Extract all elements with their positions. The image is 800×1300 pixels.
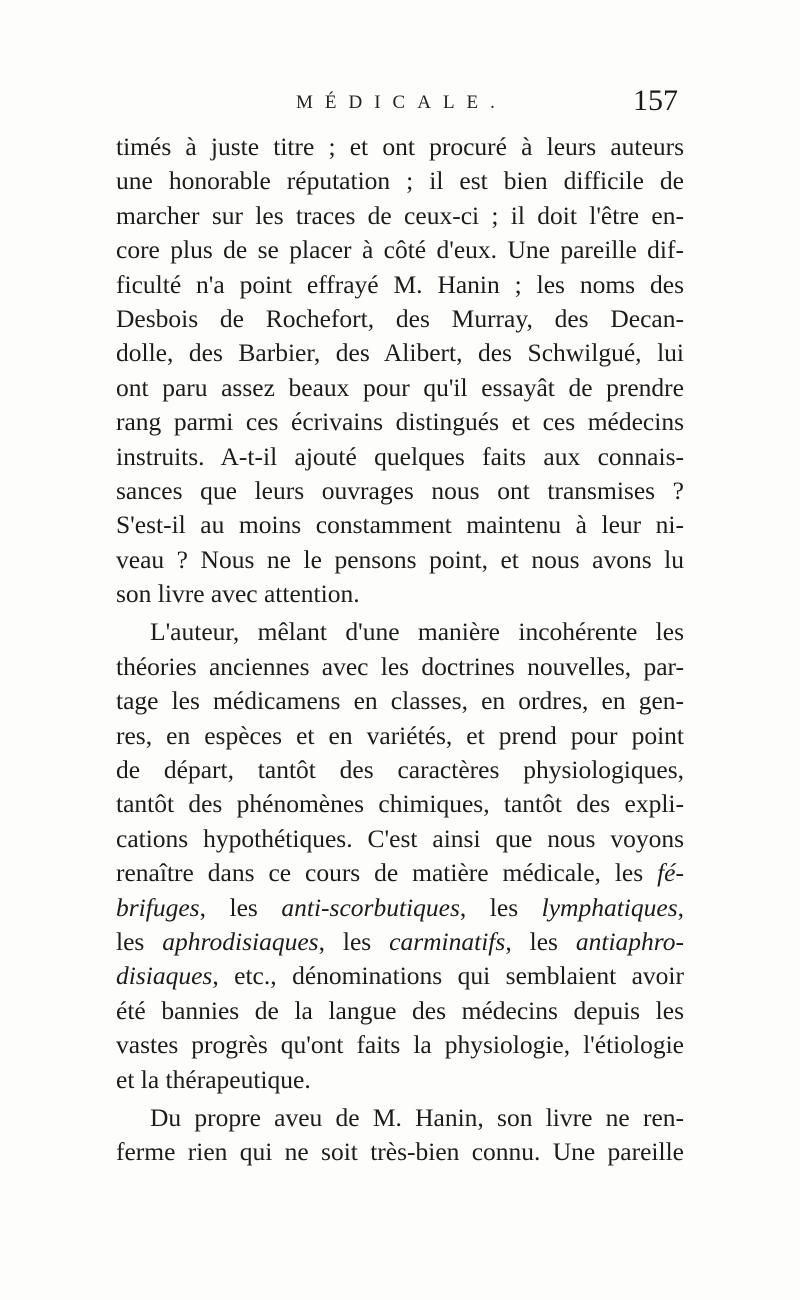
text-run: ,	[677, 892, 685, 922]
running-title: MÉDICALE.	[296, 92, 507, 113]
text-line: dolle, des Barbier, des Alibert, des Schwilgué, lui	[116, 338, 684, 368]
text-line	[116, 891, 684, 925]
text-line: timés à juste titre ; et ont procuré à leurs auteurs	[116, 132, 684, 161]
italic-term: aphrodisiaques	[162, 926, 319, 956]
text-line: et la thérapeutique.	[116, 1064, 311, 1094]
page-number: 157	[633, 84, 678, 117]
text-line: res, en espèces et en variétés, et prend pour point	[116, 720, 684, 750]
italic-term: fé-	[657, 858, 684, 888]
text-line: tantôt des phénomènes chimiques, tantôt des expli-	[116, 789, 684, 819]
running-head	[118, 84, 678, 128]
text-run: , les	[318, 926, 390, 956]
text-line: sances que leurs ouvrages nous ont transmises ?	[116, 475, 684, 505]
paragraph-2	[116, 615, 684, 1096]
paragraph-3	[116, 1101, 684, 1170]
text-run: , les	[199, 892, 282, 922]
text-line: de départ, tantôt des caractères physiologiques,	[116, 755, 684, 785]
italic-term: carminatifs	[389, 926, 506, 956]
italic-term: anti-scorbutiques	[281, 892, 460, 922]
text-line: S'est-il au moins constamment maintenu à leur ni-	[116, 510, 684, 540]
text-line: core plus de se placer à côté d'eux. Une pareille dif-	[116, 235, 684, 265]
text-block	[116, 130, 684, 1170]
text-line: vastes progrès qu'ont faits la physiologie, l'étiologie	[116, 1030, 684, 1060]
text-line: théories anciennes avec les doctrines nouvelles, par-	[116, 651, 684, 681]
italic-term: lymphatiques	[541, 892, 678, 922]
text-run: , etc., dénominations qui semblaient avoir	[212, 961, 684, 991]
text-line: une honorable réputation ; il est bien difficile de	[116, 166, 684, 196]
text-line	[116, 856, 684, 890]
italic-term: disiaques	[116, 961, 213, 991]
text-line: Du propre aveu de M. Hanin, son livre ne ren-	[150, 1102, 684, 1132]
text-line: rang parmi ces écrivains distingués et ces médecins	[116, 407, 684, 437]
text-line: été bannies de la langue des médecins depuis les	[116, 995, 684, 1025]
text-line	[116, 959, 684, 993]
italic-term: brifuges	[116, 892, 200, 922]
text-line: L'auteur, mêlant d'une manière incohérente les	[150, 617, 684, 647]
text-line: ferme rien qui ne soit très-bien connu. Une pareille	[116, 1137, 684, 1167]
text-run: les	[116, 926, 163, 956]
text-line: son livre avec attention.	[116, 579, 360, 609]
text-line: veau ? Nous ne le pensons point, et nous avons lu	[116, 544, 684, 574]
text-run: renaître dans ce cours de matière médicale, les	[116, 858, 658, 888]
text-line	[116, 925, 684, 959]
text-line: cations hypothétiques. C'est ainsi que nous voyons	[116, 823, 684, 853]
text-line: instruits. A-t-il ajouté quelques faits aux connais-	[116, 441, 684, 471]
text-line: ficulté n'a point effrayé M. Hanin ; les noms des	[116, 269, 684, 299]
text-line: ont paru assez beaux pour qu'il essayât de prendre	[116, 372, 684, 402]
text-line: tage les médicamens en classes, en ordres, en gen-	[116, 686, 684, 716]
text-run: , les	[459, 892, 542, 922]
italic-term: antiaphro-	[575, 926, 685, 956]
text-line: Desbois de Rochefort, des Murray, des Decan-	[116, 303, 684, 333]
text-line: marcher sur les traces de ceux-ci ; il doit l'être en-	[116, 200, 684, 230]
paragraph-1	[116, 130, 684, 611]
text-run: , les	[505, 926, 576, 956]
